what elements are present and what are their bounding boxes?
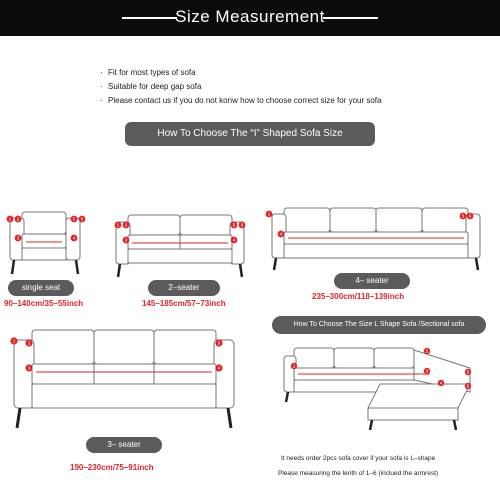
svg-text:3: 3 <box>27 365 31 371</box>
svg-text:5: 5 <box>72 216 76 222</box>
four-seater-size: 235–300cm/118–139inch <box>312 292 405 301</box>
three-seater-label: 3– seater <box>86 437 162 453</box>
svg-text:2: 2 <box>27 340 31 346</box>
single-seat-size: 90–140cm/35–55inch <box>4 299 84 308</box>
svg-text:3: 3 <box>124 237 128 243</box>
svg-text:4: 4 <box>72 235 76 241</box>
svg-text:3: 3 <box>16 235 20 241</box>
marker-label: 1 <box>8 216 12 222</box>
two-seater-size: 145–185cm/57–73inch <box>142 299 226 308</box>
svg-text:4: 4 <box>232 237 236 243</box>
svg-text:2: 2 <box>124 222 128 228</box>
svg-text:4: 4 <box>217 365 221 371</box>
l-shape-note-measure: Please measuring the lenth of 1–6 (inclued the armrest) <box>278 470 439 477</box>
svg-text:6: 6 <box>80 216 84 222</box>
svg-text:2: 2 <box>425 348 429 354</box>
svg-text:1: 1 <box>116 222 120 228</box>
page-title: Size Measurement <box>175 7 325 26</box>
tip-item: · Fit for most types of sofa <box>100 68 196 77</box>
single-seat-label: single seat <box>8 280 74 296</box>
l-shape-note-order: It needs order 2pcs sofa cover if your sofa is L–shape <box>281 455 436 462</box>
svg-text:5: 5 <box>461 213 465 219</box>
svg-text:3: 3 <box>425 368 429 374</box>
i-shape-banner: How To Choose The “I” Shaped Sofa Size <box>125 122 375 146</box>
svg-text:5: 5 <box>466 369 470 375</box>
svg-text:5: 5 <box>232 222 236 228</box>
svg-text:4: 4 <box>279 231 283 237</box>
tip-item: · Please contact us if you do not konw how to choose correct size for your sofa <box>100 96 382 105</box>
three-seater-size: 190–230cm/75–91inch <box>70 463 154 472</box>
svg-text:6: 6 <box>468 213 472 219</box>
four-seater-label: 4– seater <box>334 273 410 289</box>
svg-text:6: 6 <box>240 222 244 228</box>
svg-text:4: 4 <box>439 380 443 386</box>
svg-text:1: 1 <box>12 338 16 344</box>
two-seater-label: 2–seater <box>148 280 220 296</box>
svg-text:5: 5 <box>217 340 221 346</box>
svg-text:1: 1 <box>267 211 271 217</box>
svg-text:6: 6 <box>466 383 470 389</box>
l-shape-banner: How To Choose The Size L Shape Sofa /Sectional sofa <box>272 316 486 334</box>
svg-text:2: 2 <box>16 216 20 222</box>
svg-text:1: 1 <box>292 363 296 369</box>
tip-item: · Suitable for deep gap sofa <box>100 82 202 91</box>
